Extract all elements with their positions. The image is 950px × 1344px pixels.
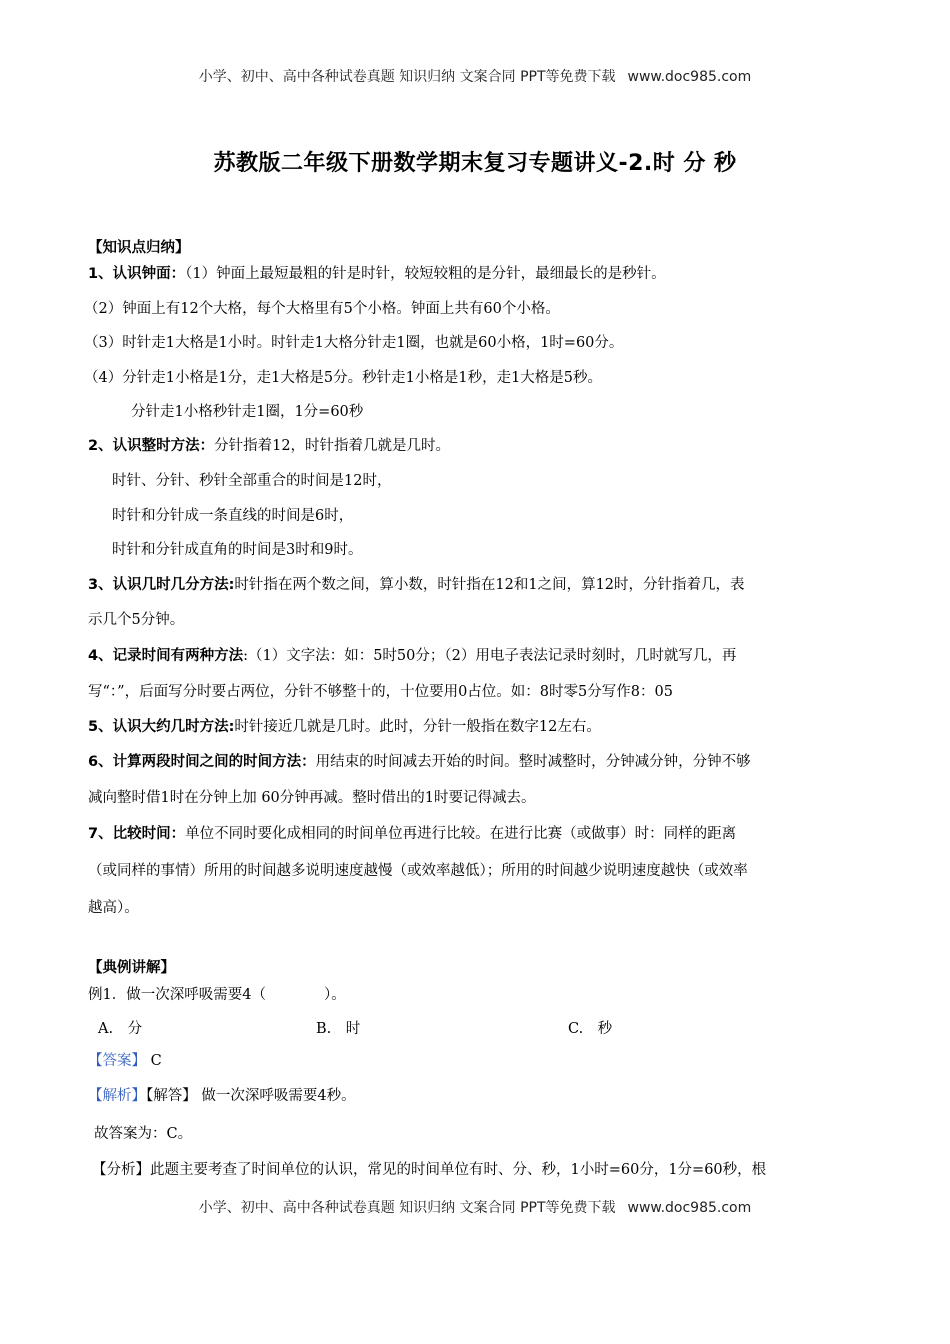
option-b: B. 时 — [316, 1021, 361, 1037]
option-a: A. 分 — [98, 1021, 143, 1037]
point-3-2: 示几个5分钟。 — [88, 612, 185, 628]
analysis-tag: 【解析】 — [88, 1088, 146, 1104]
point-3-label: 3、认识几时几分方法: — [88, 577, 235, 593]
analysis-line — [88, 1086, 356, 1106]
point-2-label: 2、认识整时方法： — [88, 438, 215, 454]
header-url[interactable]: www.doc985.com — [627, 69, 752, 85]
point-1-4: （4）分针走1小格是1分，走1大格是5分。秒针走1小格是1秒，走1大格是5秒。 — [84, 370, 603, 386]
point-7-text: 单位不同时要化成相同的时间单位再进行比较。在进行比赛（或做事）时：同样的距离 — [185, 826, 737, 842]
answer-value: C — [150, 1053, 162, 1069]
point-6-text: 用结束的时间减去开始的时间。整时减整时，分钟减分钟，分钟不够 — [315, 754, 751, 770]
page-header — [0, 66, 950, 86]
examples-heading: 【典例讲解】 — [88, 960, 175, 976]
point-6-label: 6、计算两段时间之间的时间方法： — [88, 754, 316, 770]
point-5 — [88, 717, 601, 737]
example-1-question: 例1．做一次深呼吸需要4（ ）。 — [88, 987, 346, 1003]
solve-tag: 【解答】 — [146, 1088, 197, 1104]
analysis-detail: 【分析】此题主要考查了时间单位的认识，常见的时间单位有时、分、秒，1小时=60分，1分=60秒，根 — [92, 1162, 767, 1178]
footer-url[interactable]: www.doc985.com — [627, 1200, 752, 1216]
point-1-text: （1）钟面上最短最粗的针是时针，较短较粗的是分针，最细最长的是秒针。 — [185, 266, 666, 282]
point-3 — [88, 575, 745, 595]
point-1-3: （3）时针走1大格是1小时。时针走1大格分针走1圈，也就是60小格，1时=60分。 — [84, 335, 624, 351]
point-1 — [88, 264, 666, 284]
point-4 — [88, 646, 736, 666]
point-7-3: 越高）。 — [88, 900, 139, 916]
point-7 — [88, 824, 736, 844]
point-7-2: （或同样的事情）所用的时间越多说明速度越慢（或效率越低）；所用的时间越少说明速度越快（或效率 — [88, 863, 748, 879]
header-text: 小学、初中、高中各种试卷真题 知识归纳 文案合同 PPT等免费下载 — [198, 69, 616, 85]
footer-text: 小学、初中、高中各种试卷真题 知识归纳 文案合同 PPT等免费下载 — [198, 1200, 616, 1216]
point-2-2: 时针、分针、秒针全部重合的时间是12时， — [112, 473, 392, 489]
point-1-2: （2）钟面上有12个大格，每个大格里有5个小格。钟面上共有60个小格。 — [84, 301, 560, 317]
point-6-2: 减向整时借1时在分钟上加 60分钟再减。整时借出的1时要记得减去。 — [88, 790, 536, 806]
point-2 — [88, 436, 450, 456]
point-3-text: 时针指在两个数之间，算小数，时针指在12和1之间，算12时，分针指着几，表 — [234, 577, 745, 593]
conclusion: 故答案为：C。 — [94, 1126, 193, 1142]
point-1-label: 1、认识钟面： — [88, 266, 186, 282]
point-2-3: 时针和分针成一条直线的时间是6时， — [112, 508, 354, 524]
knowledge-heading: 【知识点归纳】 — [88, 240, 190, 256]
point-7-label: 7、比较时间： — [88, 826, 186, 842]
option-c: C. 秒 — [568, 1021, 613, 1037]
point-4-label: 4、记录时间有两种方法 — [88, 648, 244, 664]
point-6 — [88, 752, 751, 772]
point-1-5: 分针走1小格秒针走1圈，1分=60秒 — [131, 404, 364, 420]
point-4-2: 写“：”，后面写分时要占两位，分针不够整十的，十位要用0占位。如：8时零5分写作8：05 — [88, 684, 673, 700]
point-5-label: 5、认识大约几时方法: — [88, 719, 235, 735]
point-2-4: 时针和分针成直角的时间是3时和9时。 — [112, 542, 363, 558]
point-2-text: 分针指着12，时针指着几就是几时。 — [214, 438, 451, 454]
answer-tag: 【答案】 — [88, 1053, 146, 1069]
point-4-text: :（1）文字法：如：5时50分；（2）用电子表法记录时刻时，几时就写几，再 — [243, 648, 737, 664]
page-footer — [0, 1197, 950, 1217]
point-5-text: 时针接近几就是几时。此时，分针一般指在数字12左右。 — [234, 719, 601, 735]
answer-line — [88, 1051, 162, 1071]
page-title: 苏教版二年级下册数学期末复习专题讲义-2.时 分 秒 — [213, 151, 737, 176]
solve-text: 做一次深呼吸需要4秒。 — [201, 1088, 356, 1104]
